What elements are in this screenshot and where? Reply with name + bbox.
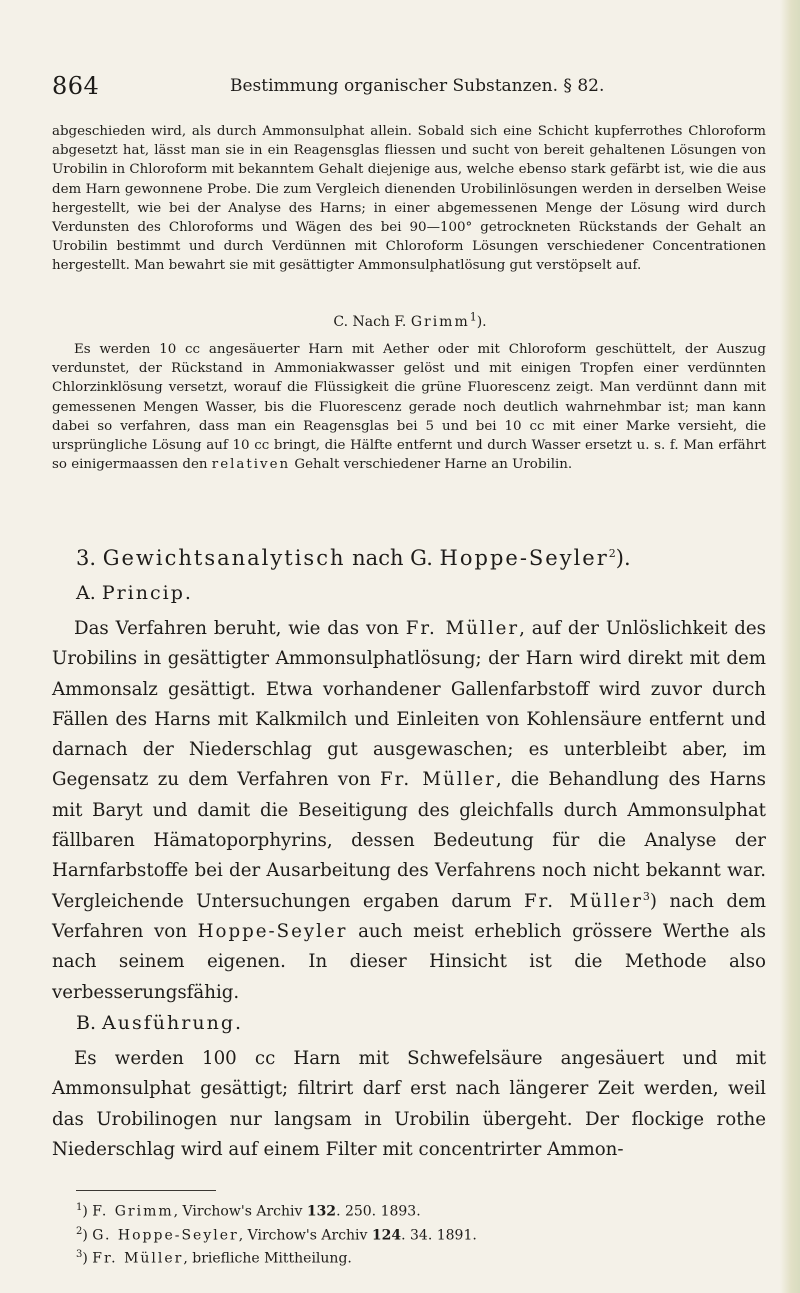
- text-run: Das Verfahren beruht, wie das von: [74, 618, 406, 639]
- author-name: Hoppe-Seyler: [197, 920, 348, 942]
- subheading-label: A.: [76, 582, 102, 604]
- footnote-divider: [76, 1190, 216, 1191]
- subheading-title: Ausführung.: [102, 1012, 244, 1034]
- footnote-author: G. Hoppe-Seyler: [92, 1227, 239, 1244]
- author-name: Fr. Müller: [405, 618, 520, 639]
- section-author: Hoppe-Seyler: [439, 546, 609, 570]
- footnote-text: , Virchow's Archiv: [173, 1203, 307, 1220]
- paragraph-text: abgeschieden wird, als durch Ammonsulphat allein. Sobald sich eine Schicht kupferrothes Chloroform abgesetzt hat, lässt man sie in ein Reagensglas fliessen und sucht von bereit gehaltenen Lösungen von Urobilin in Chloroform mit bekanntem Gehalt diejenige aus, welche ebenso stark gefärbt ist, wie die aus dem Harn gewonnene Probe. Die zum Vergleich dienenden Urobilinlösungen werden in derselben Weise hergestellt, wie bei der Analyse des Harns; in einer abgemessenen Menge der Lösung wird durch Verdunsten des Chloroforms und Wägen des bei 90—100° getrockneten Rückstands der Gehalt an Urobilin bestimmt und durch Verdünnen mit Chloroform Lösungen verschiedener Concentrationen hergestellt. Man bewahrt sie mit gesättigter Ammonsulphatlösung gut verstöpselt auf.: [52, 124, 766, 274]
- footnote-2: $^2$) G. Hoppe-Seyler, Virchow's Archiv 124. 34. 1891.: [76, 1225, 477, 1244]
- paragraph-ausfuehrung: [52, 1044, 766, 1165]
- footnote-volume: 124: [371, 1227, 402, 1244]
- subsection-author: Grimm: [410, 314, 470, 330]
- footnote-author: F. Grimm: [92, 1203, 174, 1220]
- subheading-ausfuehrung: [76, 1012, 243, 1034]
- footnote-1: $^1$) F. Grimm, Virchow's Archiv 132. 250. 1893.: [76, 1202, 421, 1220]
- footnote-ref: 1: [469, 310, 477, 324]
- subheading-title: Princip.: [101, 582, 193, 604]
- footnote-text: , briefliche Mittheilung.: [183, 1250, 352, 1267]
- footnote-number: 3: [76, 1249, 83, 1261]
- text-run: , die Behandlung des Harns mit Baryt und damit die Beseitigung des gleichfalls durch Ammonsulphat fällbaren Hämatoporphyrins, dessen Bedeutung für die Analyse der Harnfarbstoffe bei der Ausarbeitung des Verfahrens noch nicht bekannt war. Vergleichende Untersuchungen ergaben darum: [52, 769, 766, 912]
- paragraph-text: Es werden 100 cc Harn mit Schwefelsäure angesäuert und mit Ammonsulphat gesättigt; filtrirt darf erst nach längerer Zeit werden, weil das Urobilinogen nur langsam in Urobilin übergeht. Der flockige rothe Niederschlag wird auf einem Filter mit concentrirter Ammon-: [52, 1048, 766, 1160]
- text-run: , auf der Unlöslichkeit des Urobilins in gesättigter Ammonsulphatlösung; der Harn wird direkt mit dem Ammonsalz gesättigt. Etwa vorhandener Gallenfarbstoff wird zuvor durch Fällen des Harns mit Kalkmilch und Einleiten von Kohlensäure entfernt und darnach der Niederschlag gut ausgewaschen; es unterbleibt aber, im Gegensatz zu dem Verfahren von: [52, 618, 766, 791]
- subsection-prefix: C. Nach F.: [333, 314, 411, 330]
- footnote-number: 1: [76, 1202, 83, 1213]
- book-page: [52, 0, 768, 1293]
- section-heading-3: [76, 546, 631, 570]
- section-number: 3.: [76, 546, 103, 570]
- text-run: auch meist erheblich grössere Werthe als nach seinem eigenen. In dieser Hinsicht ist die Methode also verbesserungsfähig.: [52, 920, 767, 1003]
- page-edge-shadow: [780, 0, 800, 1293]
- footnote-3: $^3$) Fr. Müller, briefliche Mittheilung.: [76, 1249, 352, 1267]
- paragraph-text: [52, 614, 766, 1008]
- page-number: 864: [52, 72, 100, 100]
- text-run: ) nach dem Verfahren von: [52, 890, 766, 942]
- paragraph-princip: [52, 614, 766, 1008]
- subheading-princip: [76, 582, 193, 604]
- footnote-number: 2: [76, 1225, 83, 1237]
- section-suffix: ).: [615, 546, 631, 570]
- paragraph-tail: Gehalt verschiedener Harne an Urobilin.: [290, 457, 573, 473]
- subheading-label: B.: [76, 1012, 103, 1034]
- subsection-heading-c: [52, 310, 768, 330]
- subsection-suffix: ).: [476, 314, 487, 330]
- footnote-text: , Virchow's Archiv: [238, 1227, 372, 1244]
- section-title: Gewichtsanalytisch: [102, 546, 346, 570]
- footnote-volume: 132: [306, 1203, 337, 1220]
- paragraph-text: [52, 340, 766, 474]
- running-title: Bestimmung organischer Substanzen. § 82.: [230, 76, 605, 96]
- footnote-ref: 2: [608, 547, 616, 560]
- author-name: Fr. Müller: [380, 769, 496, 791]
- footnote-author: Fr. Müller: [92, 1250, 184, 1267]
- paragraph-continuation: [52, 122, 766, 276]
- paragraph-body: Es werden 10 cc angesäuerter Harn mit Aether oder mit Chloroform geschüttelt, der Auszug verdunstet, der Rückstand in Ammoniakwasser gelöst und mit einigen Tropfen einer verdünnten Chlorzinklösung versetzt, worauf die Flüssigkeit die grüne Fluorescenz zeigt. Man verdünnt dann mit gemessenen Mengen Wasser, bis die Fluorescenz gerade noch deutlich wahrnehmbar ist; man kann dabei so verfahren, dass man ein Reagensglas bei 5 und bei 10 cc mit einer Marke versieht, die ursprüngliche Lösung auf 10 cc bringt, die Hälfte entfernt und durch Wasser ersetzt u. s. f. Man erfährt so einigermaassen den: [52, 342, 766, 473]
- page-header: [52, 72, 768, 102]
- footnote-tail: . 34. 1891.: [401, 1227, 477, 1244]
- paragraph-grimm: [52, 340, 766, 474]
- author-name: Fr. Müller: [523, 890, 643, 912]
- emphasis-relativen: relativen: [211, 457, 291, 473]
- footnote-ref: 3: [642, 889, 650, 903]
- section-middle: nach G.: [345, 546, 440, 570]
- footnote-tail: . 250. 1893.: [336, 1203, 421, 1220]
- footnotes: [76, 1198, 756, 1269]
